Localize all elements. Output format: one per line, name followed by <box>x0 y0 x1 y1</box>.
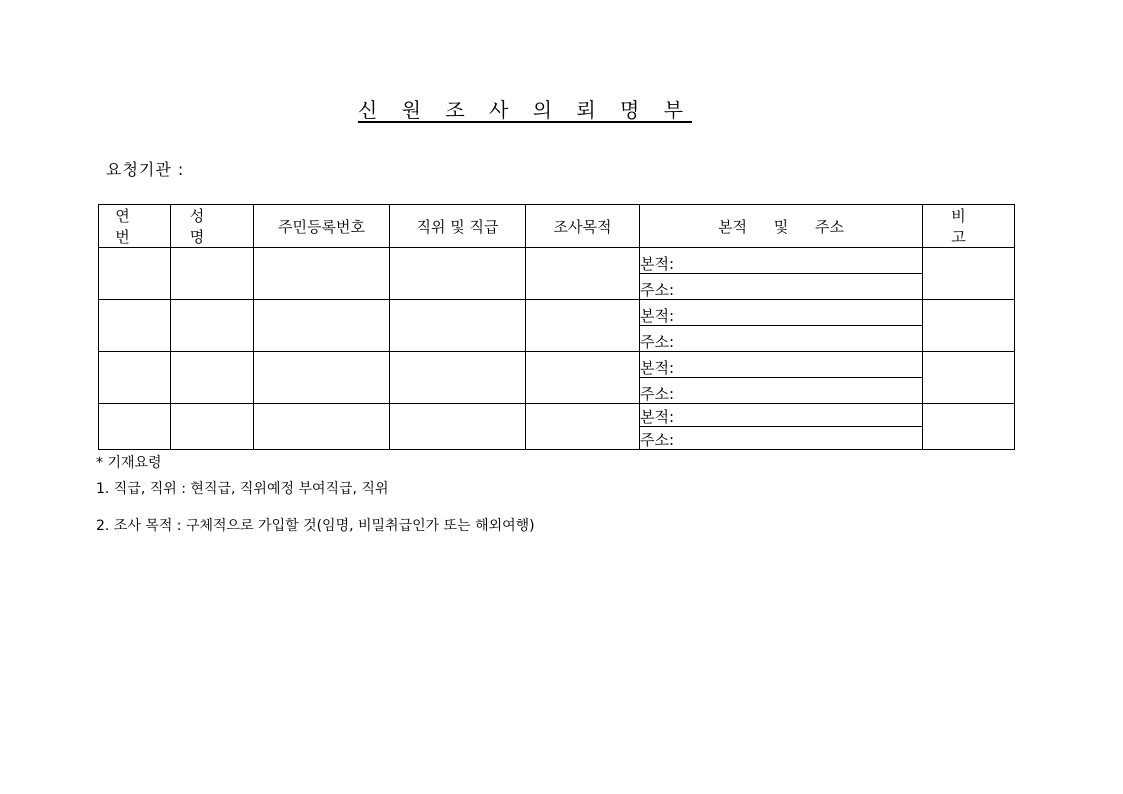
address-cell[interactable] <box>640 274 923 300</box>
serial-cell[interactable] <box>99 404 171 450</box>
remarks-cell[interactable] <box>923 404 1015 450</box>
remarks-cell[interactable] <box>923 352 1015 404</box>
domicile-label: 본적: <box>640 408 675 426</box>
instructions-section <box>96 452 535 535</box>
purpose-cell[interactable] <box>526 300 640 352</box>
purpose-cell[interactable] <box>526 248 640 300</box>
table-header-row <box>99 205 1015 248</box>
position-cell[interactable] <box>390 300 526 352</box>
document-title <box>0 94 1050 123</box>
name-cell[interactable] <box>171 300 254 352</box>
domicile-cell[interactable] <box>640 404 923 427</box>
document-title-text: 신 원 조 사 의 뢰 명 부 <box>357 98 693 122</box>
position-cell[interactable] <box>390 352 526 404</box>
remarks-cell[interactable] <box>923 248 1015 300</box>
serial-cell[interactable] <box>99 352 171 404</box>
serial-cell[interactable] <box>99 300 171 352</box>
address-cell[interactable] <box>640 326 923 352</box>
header-position-rank: 직위 및 직급 <box>390 205 526 248</box>
resident-id-cell[interactable] <box>254 404 390 450</box>
purpose-cell[interactable] <box>526 352 640 404</box>
address-label: 주소: <box>640 281 675 299</box>
address-label: 주소: <box>640 333 675 351</box>
header-resident-id: 주민등록번호 <box>254 205 390 248</box>
resident-id-cell[interactable] <box>254 352 390 404</box>
address-label: 주소: <box>640 385 675 403</box>
header-investigation-purpose: 조사목적 <box>526 205 640 248</box>
resident-id-cell[interactable] <box>254 300 390 352</box>
address-cell[interactable] <box>640 427 923 450</box>
serial-cell[interactable] <box>99 248 171 300</box>
header-domicile-address: 본적 및 주소 <box>640 205 923 248</box>
address-cell[interactable] <box>640 378 923 404</box>
domicile-label: 본적: <box>640 359 675 377</box>
header-remarks: 비 고 <box>923 205 1015 248</box>
domicile-cell[interactable] <box>640 352 923 378</box>
name-cell[interactable] <box>171 248 254 300</box>
instruction-item: 1. 직급, 직위 : 현직급, 직위예정 부여직급, 직위 <box>96 481 389 497</box>
instruction-item: 2. 조사 목적 : 구체적으로 가입할 것(임명, 비밀취급인가 또는 해외여행) <box>96 518 535 534</box>
table-row <box>99 300 1015 326</box>
domicile-label: 본적: <box>640 307 675 325</box>
name-cell[interactable] <box>171 404 254 450</box>
domicile-cell[interactable] <box>640 248 923 274</box>
position-cell[interactable] <box>390 248 526 300</box>
name-cell[interactable] <box>171 352 254 404</box>
instructions-heading: * 기재요령 <box>96 455 162 471</box>
table-row <box>99 248 1015 274</box>
resident-id-cell[interactable] <box>254 248 390 300</box>
purpose-cell[interactable] <box>526 404 640 450</box>
domicile-cell[interactable] <box>640 300 923 326</box>
domicile-label: 본적: <box>640 255 675 273</box>
table-row <box>99 352 1015 378</box>
table-row <box>99 404 1015 427</box>
investigation-request-table <box>98 204 1015 450</box>
header-name: 성 명 <box>171 205 254 248</box>
requesting-agency-label: 요청기관 : <box>106 160 185 179</box>
address-label: 주소: <box>640 431 675 449</box>
header-serial-number: 연 번 <box>99 205 171 248</box>
remarks-cell[interactable] <box>923 300 1015 352</box>
position-cell[interactable] <box>390 404 526 450</box>
